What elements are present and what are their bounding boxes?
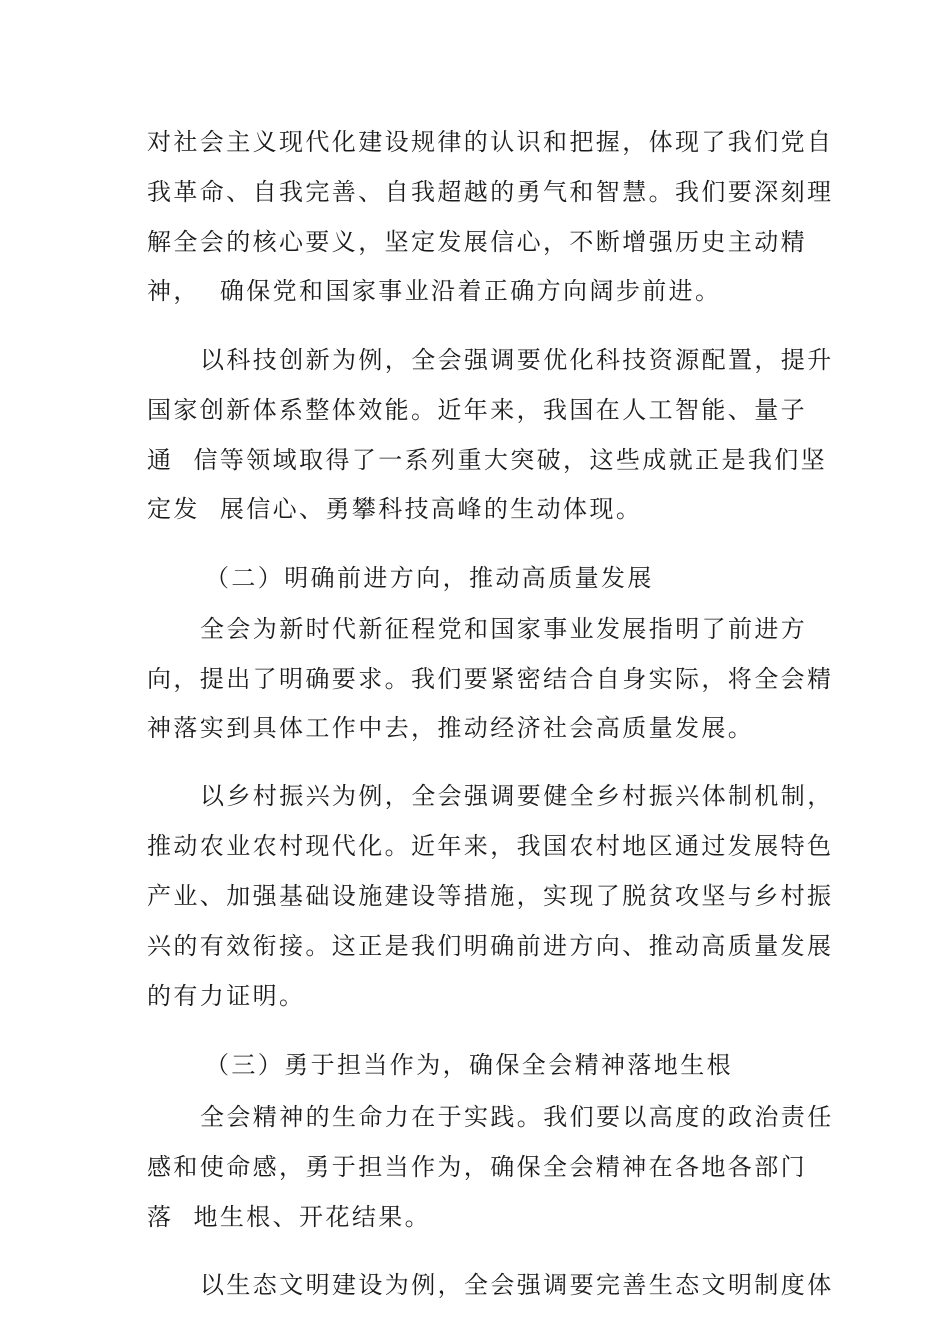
section-heading: （三）勇于担当作为，确保全会精神落地生根 (205, 1051, 733, 1079)
paragraph-line: 我革命、自我完善、自我超越的勇气和智慧。我们要深刻理 (147, 178, 834, 206)
paragraph-line: 向，提出了明确要求。我们要紧密结合自身实际，将全会精 (147, 665, 834, 693)
paragraph-line: 兴的有效衔接。这正是我们明确前进方向、推动高质量发展 (147, 932, 834, 960)
paragraph-line: 感和使命感，勇于担当作为，确保全会精神在各地各部门 (147, 1153, 807, 1181)
paragraph-line: 对社会主义现代化建设规律的认识和把握，体现了我们党自 (147, 128, 834, 156)
paragraph-line: 定发 展信心、勇攀科技高峰的生动体现。 (147, 495, 643, 523)
paragraph-line: 以乡村振兴为例，全会强调要健全乡村振兴体制机制， (200, 782, 834, 810)
paragraph-line: 全会精神的生命力在于实践。我们要以高度的政治责任 (200, 1103, 834, 1131)
paragraph-line: 以生态文明建设为例，全会强调要完善生态文明制度体 (200, 1271, 834, 1299)
paragraph-line: 神， 确保党和国家事业沿着正确方向阔步前进。 (147, 277, 722, 305)
paragraph-line: 推动农业农村现代化。近年来，我国农村地区通过发展特色 (147, 832, 834, 860)
paragraph-line: 国家创新体系整体效能。近年来，我国在人工智能、量子 (147, 396, 807, 424)
paragraph-line: 全会为新时代新征程党和国家事业发展指明了前进方 (200, 615, 808, 643)
paragraph-line: 解全会的核心要义，坚定发展信心，不断增强历史主动精 (147, 228, 807, 256)
paragraph-line: 通 信等领域取得了一系列重大突破，这些成就正是我们坚 (147, 446, 828, 474)
paragraph-line: 神落实到具体工作中去，推动经济社会高质量发展。 (147, 714, 755, 742)
paragraph-line: 产业、加强基础设施建设等措施，实现了脱贫攻坚与乡村振 (147, 882, 834, 910)
section-heading: （二）明确前进方向，推动高质量发展 (205, 564, 654, 592)
paragraph-line: 落 地生根、开花结果。 (147, 1203, 432, 1231)
paragraph-line: 以科技创新为例，全会强调要优化科技资源配置，提升 (200, 346, 834, 374)
paragraph-line: 的有力证明。 (147, 982, 306, 1010)
